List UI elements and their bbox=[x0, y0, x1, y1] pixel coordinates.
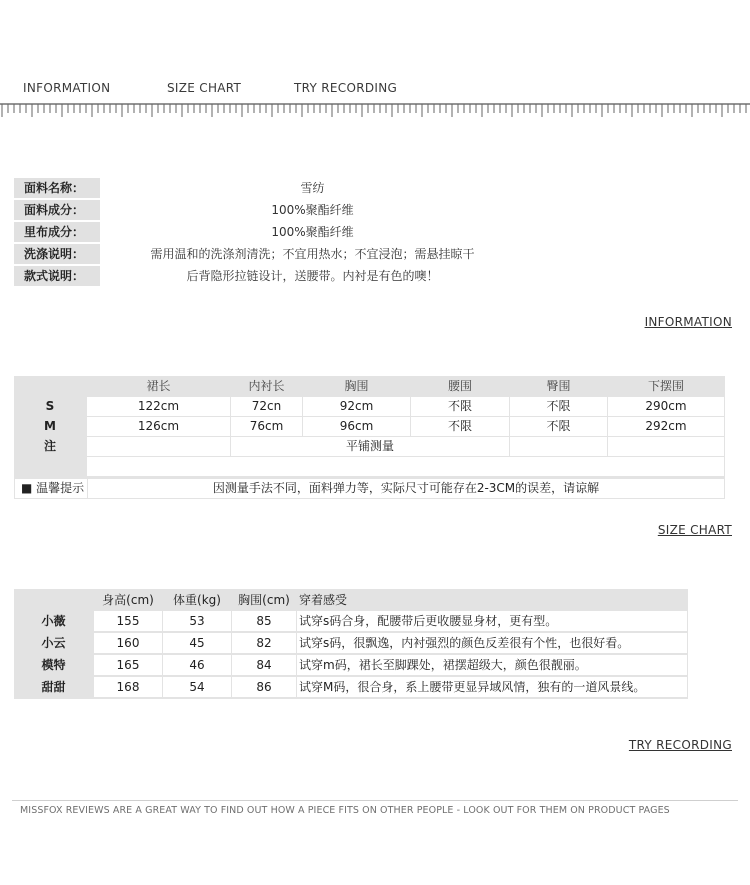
style-label: 款式说明： bbox=[14, 266, 100, 286]
try-weight-cell: 46 bbox=[163, 655, 231, 675]
try-height-cell: 168 bbox=[94, 677, 162, 697]
try-weight-cell: 54 bbox=[163, 677, 231, 697]
tip-text: 因测量手法不同，面料弹力等，实际尺寸可能存在2-3CM的误差，请谅解 bbox=[88, 479, 724, 498]
fabric-name-value: 雪纺 bbox=[300, 181, 325, 195]
try-feeling-cell: 试穿M码，很合身，系上腰带更显异域风情，独有的一道风景线。 bbox=[297, 677, 687, 697]
note-empty-cell bbox=[608, 437, 724, 456]
style-value: 后背隐形拉链设计，送腰带。内衬是有色的噢！ bbox=[186, 269, 439, 283]
size-header-cell: 臀围 bbox=[546, 379, 571, 393]
size-header-cell: 裙长 bbox=[146, 379, 171, 393]
try-header-cell: 胸围(cm) bbox=[238, 593, 290, 607]
try-weight-cell: 53 bbox=[163, 611, 231, 631]
size-label-s: S bbox=[45, 399, 55, 413]
washing-value: 需用温和的洗涤剂清洗；不宜用热水；不宜浸泡；需悬挂晾干 bbox=[150, 247, 475, 261]
try-height-cell: 165 bbox=[94, 655, 162, 675]
note-label: 注 bbox=[43, 439, 56, 453]
tip-label: ■ 温馨提示 bbox=[15, 479, 87, 498]
nav-try-recording[interactable]: TRY RECORDING bbox=[294, 81, 398, 95]
information-link[interactable]: INFORMATION bbox=[644, 315, 732, 329]
try-bust-cell: 86 bbox=[232, 677, 296, 697]
size-header-cell: 下摆围 bbox=[647, 379, 684, 393]
size-header-cell: 胸围 bbox=[344, 379, 369, 393]
try-header-cell: 体重(kg) bbox=[173, 593, 221, 607]
try-name-cell: 小薇 bbox=[41, 614, 66, 628]
try-bust-cell: 84 bbox=[232, 655, 296, 675]
try-bust-cell: 85 bbox=[232, 611, 296, 631]
washing-label: 洗涤说明： bbox=[14, 244, 100, 264]
size-chart-link[interactable]: SIZE CHART bbox=[657, 523, 732, 537]
ruler-divider bbox=[0, 100, 750, 118]
note-text: 平铺测量 bbox=[231, 437, 509, 456]
size-cell: 96cm bbox=[303, 417, 410, 436]
note-empty-cell bbox=[510, 437, 607, 456]
size-cell: 不限 bbox=[510, 417, 607, 436]
try-name-cell: 小云 bbox=[41, 636, 66, 650]
fabric-composition-label: 面料成分： bbox=[14, 200, 100, 220]
size-cell: 72cn bbox=[231, 397, 302, 416]
size-cell: 92cm bbox=[303, 397, 410, 416]
try-feeling-cell: 试穿s码合身，配腰带后更收腰显身材，更有型。 bbox=[297, 611, 687, 631]
size-header-cell: 腰围 bbox=[447, 379, 472, 393]
try-height-cell: 155 bbox=[94, 611, 162, 631]
size-label-m: M bbox=[44, 419, 56, 433]
size-table bbox=[14, 376, 725, 499]
try-height-cell: 160 bbox=[94, 633, 162, 653]
size-cell: 290cm bbox=[608, 397, 724, 416]
footer-text: MISSFOX REVIEWS ARE A GREAT WAY TO FIND OUT HOW A PIECE FITS ON OTHER PEOPLE - LOOK OUT FOR THEM ON PRODUCT PAGES bbox=[20, 805, 670, 816]
try-bust-cell: 82 bbox=[232, 633, 296, 653]
size-cell: 不限 bbox=[510, 397, 607, 416]
note-empty-cell bbox=[87, 437, 230, 456]
size-cell: 292cm bbox=[608, 417, 724, 436]
try-name-cell: 甜甜 bbox=[41, 680, 66, 694]
fabric-name-label: 面料名称： bbox=[14, 178, 100, 198]
try-table bbox=[14, 589, 688, 699]
try-recording-link[interactable]: TRY RECORDING bbox=[628, 738, 732, 752]
try-feeling-cell: 试穿m码，裙长至脚踝处，裙摆超级大，颜色很靓丽。 bbox=[297, 655, 687, 675]
blank-row bbox=[87, 457, 724, 476]
lining-composition-label: 里布成分： bbox=[14, 222, 100, 242]
size-header-cell: 内衬长 bbox=[248, 379, 285, 393]
footer-divider bbox=[12, 800, 738, 801]
try-header-cell: 穿着感受 bbox=[299, 593, 348, 607]
nav-information[interactable]: INFORMATION bbox=[23, 81, 111, 95]
fabric-composition-value: 100%聚酯纤维 bbox=[271, 203, 354, 217]
size-cell: 126cm bbox=[87, 417, 230, 436]
size-cell: 不限 bbox=[411, 417, 509, 436]
size-cell: 不限 bbox=[411, 397, 509, 416]
try-weight-cell: 45 bbox=[163, 633, 231, 653]
try-name-cell: 模特 bbox=[41, 658, 66, 672]
size-cell: 122cm bbox=[87, 397, 230, 416]
try-feeling-cell: 试穿s码，很飘逸，内衬强烈的颜色反差很有个性，也很好看。 bbox=[297, 633, 687, 653]
lining-composition-value: 100%聚酯纤维 bbox=[271, 225, 354, 239]
try-header-cell: 身高(cm) bbox=[102, 593, 154, 607]
size-cell: 76cm bbox=[231, 417, 302, 436]
nav-size-chart[interactable]: SIZE CHART bbox=[167, 81, 242, 95]
